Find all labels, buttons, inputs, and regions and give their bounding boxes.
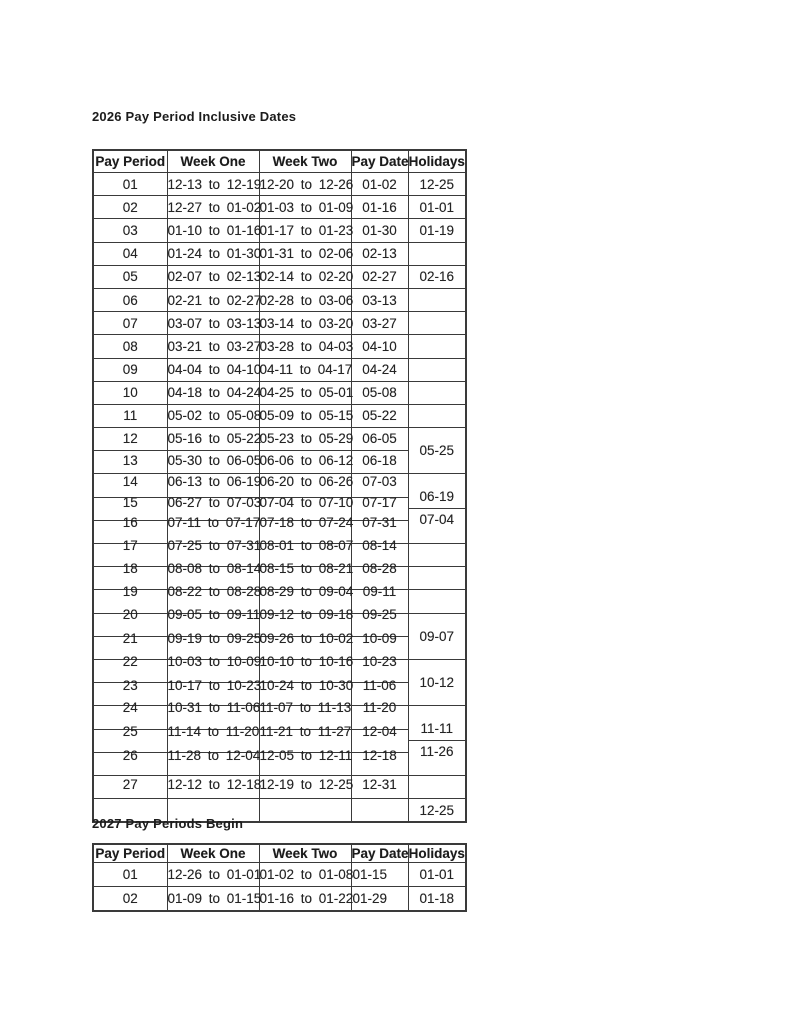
- holiday-label: 06-19: [419, 489, 455, 505]
- week-one-cell: 09-05 to 09-11: [167, 613, 259, 636]
- pay-period-cell: 19: [93, 590, 167, 613]
- pay-date-cell: 01-15: [351, 863, 408, 887]
- holiday-cell: [408, 474, 466, 544]
- week-two-cell: 02-14 to 02-20: [259, 265, 351, 288]
- holiday-cell: [408, 775, 466, 798]
- week-one-cell: 12-26 to 01-01: [167, 863, 259, 887]
- week-two-cell: 12-05 to 12-11: [259, 752, 351, 775]
- pay-date-cell: 02-13: [351, 242, 408, 265]
- holiday-cell: [408, 590, 466, 613]
- week-one-cell: 08-08 to 08-14: [167, 567, 259, 590]
- table-row: [93, 288, 466, 311]
- pay-period-cell: 20: [93, 613, 167, 636]
- pay-date-cell: 05-22: [351, 404, 408, 427]
- table-row: [93, 381, 466, 404]
- week-one-cell: 07-25 to 07-31: [167, 544, 259, 567]
- week-two-cell: 09-12 to 09-18: [259, 613, 351, 636]
- pay-date-cell: 02-27: [351, 265, 408, 288]
- week-one-cell: 01-10 to 01-16: [167, 219, 259, 242]
- week-two-cell: 01-17 to 01-23: [259, 219, 351, 242]
- week-one-cell: 12-27 to 01-02: [167, 196, 259, 219]
- holiday-cell: [408, 335, 466, 358]
- week-two-cell: 08-29 to 09-04: [259, 590, 351, 613]
- week-one-cell: 04-04 to 04-10: [167, 358, 259, 381]
- week-one-cell: 07-11 to 07-17: [167, 520, 259, 543]
- table-row: [93, 335, 466, 358]
- table-row: [93, 474, 466, 497]
- pay-period-cell: 01: [93, 173, 167, 196]
- holiday-cell: 01-19: [408, 219, 466, 242]
- table-row: [93, 358, 466, 381]
- holiday-cell: [408, 404, 466, 427]
- pay-period-table-2026: [92, 149, 467, 823]
- pay-period-cell: 04: [93, 242, 167, 265]
- pay-period-cell: 02: [93, 887, 167, 912]
- pay-date-cell: [351, 799, 408, 823]
- holiday-cell: [408, 567, 466, 590]
- week-two-cell: 10-24 to 10-30: [259, 683, 351, 706]
- pay-date-cell: 11-20: [351, 706, 408, 729]
- week-two-cell: 01-02 to 01-08: [259, 863, 351, 887]
- pay-period-cell: 15: [93, 497, 167, 520]
- table-row: [93, 404, 466, 427]
- pay-date-cell: 07-17: [351, 497, 408, 520]
- table-row: [93, 242, 466, 265]
- holiday-cell: 01-18: [408, 887, 466, 912]
- holiday-cell: [408, 381, 466, 404]
- week-two-cell: 08-15 to 08-21: [259, 567, 351, 590]
- week-two-cell: 07-18 to 07-24: [259, 520, 351, 543]
- week-two-cell: 04-25 to 05-01: [259, 381, 351, 404]
- table-row: [93, 219, 466, 242]
- pay-period-cell: 02: [93, 196, 167, 219]
- week-one-cell: 12-12 to 12-18: [167, 775, 259, 798]
- pay-period-cell: 05: [93, 265, 167, 288]
- holiday-label: 11-26: [409, 740, 466, 763]
- pay-date-cell: 11-06: [351, 683, 408, 706]
- week-two-cell: 02-28 to 03-06: [259, 288, 351, 311]
- week-one-cell: 05-02 to 05-08: [167, 404, 259, 427]
- table-row: [93, 196, 466, 219]
- week-two-cell: 11-21 to 11-27: [259, 729, 351, 752]
- week-two-cell: 01-16 to 01-22: [259, 887, 351, 912]
- header-row: [93, 150, 466, 173]
- pay-period-cell: 21: [93, 636, 167, 659]
- header-row: [93, 844, 466, 863]
- holiday-cell: [408, 544, 466, 567]
- week-one-cell: 01-24 to 01-30: [167, 242, 259, 265]
- table-row: [93, 312, 466, 335]
- holiday-cell: 02-16: [408, 265, 466, 288]
- pay-date-cell: 06-18: [351, 451, 408, 474]
- pay-period-cell: 25: [93, 729, 167, 752]
- pay-date-cell: 06-05: [351, 428, 408, 451]
- pay-period-cell: 16: [93, 520, 167, 543]
- pay-period-cell: 23: [93, 683, 167, 706]
- pay-period-cell: 26: [93, 752, 167, 775]
- week-one-cell: 09-19 to 09-25: [167, 636, 259, 659]
- pay-date-cell: 01-29: [351, 887, 408, 912]
- holiday-label: 07-04: [409, 508, 466, 531]
- holiday-cell: 05-25: [408, 428, 466, 474]
- week-two-cell: 08-01 to 08-07: [259, 544, 351, 567]
- week-one-cell: 03-07 to 03-13: [167, 312, 259, 335]
- column-header-week-one: Week One: [167, 844, 259, 863]
- week-two-cell: 10-10 to 10-16: [259, 659, 351, 682]
- pay-date-cell: 07-31: [351, 520, 408, 543]
- holiday-cell: 01-01: [408, 196, 466, 219]
- table-row: [93, 173, 466, 196]
- section-title-2026: 2026 Pay Period Inclusive Dates: [92, 109, 297, 124]
- week-two-cell: 05-23 to 05-29: [259, 428, 351, 451]
- table-row: [93, 428, 466, 451]
- pay-period-cell: 24: [93, 706, 167, 729]
- week-two-cell: [259, 799, 351, 823]
- pay-period-cell: 03: [93, 219, 167, 242]
- column-header-week-two: Week Two: [259, 844, 351, 863]
- pay-period-cell: 22: [93, 659, 167, 682]
- pay-period-cell: 13: [93, 451, 167, 474]
- week-two-cell: 03-14 to 03-20: [259, 312, 351, 335]
- holiday-cell: 12-25: [408, 173, 466, 196]
- holiday-cell: 10-12: [408, 659, 466, 705]
- week-two-cell: 05-09 to 05-15: [259, 404, 351, 427]
- pay-date-cell: 03-13: [351, 288, 408, 311]
- pay-period-table-2027: [92, 843, 467, 912]
- pay-date-cell: 04-10: [351, 335, 408, 358]
- holiday-cell: [408, 706, 466, 776]
- week-one-cell: 03-21 to 03-27: [167, 335, 259, 358]
- holiday-cell: [408, 288, 466, 311]
- pay-period-cell: 06: [93, 288, 167, 311]
- week-one-cell: 02-21 to 02-27: [167, 288, 259, 311]
- pay-date-cell: 09-11: [351, 590, 408, 613]
- holiday-cell: 01-01: [408, 863, 466, 887]
- table-row: [93, 863, 466, 887]
- week-one-cell: 02-07 to 02-13: [167, 265, 259, 288]
- pay-date-cell: 12-04: [351, 729, 408, 752]
- week-two-cell: 12-19 to 12-25: [259, 775, 351, 798]
- week-one-cell: 10-17 to 10-23: [167, 683, 259, 706]
- pay-date-cell: 12-18: [351, 752, 408, 775]
- holiday-label: 11-11: [420, 721, 454, 737]
- week-one-cell: 05-16 to 05-22: [167, 428, 259, 451]
- pay-date-cell: 10-23: [351, 659, 408, 682]
- pay-date-cell: 08-14: [351, 544, 408, 567]
- week-two-cell: 03-28 to 04-03: [259, 335, 351, 358]
- week-two-cell: 06-20 to 06-26: [259, 474, 351, 497]
- pay-date-cell: 05-08: [351, 381, 408, 404]
- pay-date-cell: 09-25: [351, 613, 408, 636]
- pay-period-cell: 11: [93, 404, 167, 427]
- table-row: [93, 887, 466, 912]
- week-one-cell: 10-31 to 11-06: [167, 706, 259, 729]
- pay-period-cell: 09: [93, 358, 167, 381]
- week-one-cell: 10-03 to 10-09: [167, 659, 259, 682]
- holiday-cell: [408, 242, 466, 265]
- pay-date-cell: 01-16: [351, 196, 408, 219]
- pay-date-cell: 10-09: [351, 636, 408, 659]
- column-header-pay-period: Pay Period: [93, 844, 167, 863]
- week-one-cell: 06-27 to 07-03: [167, 497, 259, 520]
- week-one-cell: 12-13 to 12-19: [167, 173, 259, 196]
- column-header-holidays: Holidays: [408, 150, 466, 173]
- holiday-cell: [408, 312, 466, 335]
- pay-date-cell: 07-03: [351, 474, 408, 497]
- week-two-cell: 07-04 to 07-10: [259, 497, 351, 520]
- pay-period-cell: 07: [93, 312, 167, 335]
- table-row: [93, 775, 466, 798]
- pay-date-cell: 01-30: [351, 219, 408, 242]
- section-title-2027: 2027 Pay Periods Begin: [92, 816, 244, 831]
- week-two-cell: 01-03 to 01-09: [259, 196, 351, 219]
- column-header-pay-date: Pay Date: [351, 150, 408, 173]
- pay-date-cell: 03-27: [351, 312, 408, 335]
- holiday-cell: [408, 358, 466, 381]
- pay-period-cell: 14: [93, 474, 167, 497]
- pay-period-cell: 08: [93, 335, 167, 358]
- pay-date-cell: 12-31: [351, 775, 408, 798]
- column-header-pay-date: Pay Date: [351, 846, 409, 861]
- week-two-cell: 04-11 to 04-17: [259, 358, 351, 381]
- column-header-pay-period: Pay Period: [93, 150, 167, 173]
- pay-period-cell: 17: [93, 544, 167, 567]
- table-row: [93, 265, 466, 288]
- holiday-cell: 12-25: [408, 799, 466, 823]
- week-one-cell: 11-14 to 11-20: [167, 729, 259, 752]
- pay-date-cell: 01-02: [351, 173, 408, 196]
- pay-date-cell: 04-24: [351, 358, 408, 381]
- week-two-cell: 01-31 to 02-06: [259, 242, 351, 265]
- pay-period-cell: 01: [93, 863, 167, 887]
- holiday-cell: 09-07: [408, 613, 466, 659]
- week-two-cell: 12-20 to 12-26: [259, 173, 351, 196]
- column-header-week-one: Week One: [167, 150, 259, 173]
- column-header-week-two: Week Two: [259, 150, 351, 173]
- pay-period-cell: 10: [93, 381, 167, 404]
- pay-date-cell: 08-28: [351, 567, 408, 590]
- pay-period-cell: 12: [93, 428, 167, 451]
- column-header-holidays: Holidays: [408, 846, 465, 861]
- week-two-cell: 06-06 to 06-12: [259, 451, 351, 474]
- week-one-cell: 04-18 to 04-24: [167, 381, 259, 404]
- pay-period-cell: 27: [93, 775, 167, 798]
- week-one-cell: 06-13 to 06-19: [167, 474, 259, 497]
- week-one-cell: 08-22 to 08-28: [167, 590, 259, 613]
- week-one-cell: 11-28 to 12-04: [167, 752, 259, 775]
- pay-period-cell: 18: [93, 567, 167, 590]
- week-two-cell: 09-26 to 10-02: [259, 636, 351, 659]
- week-two-cell: 11-07 to 11-13: [259, 706, 351, 729]
- week-one-cell: 05-30 to 06-05: [167, 451, 259, 474]
- week-one-cell: 01-09 to 01-15: [167, 887, 259, 912]
